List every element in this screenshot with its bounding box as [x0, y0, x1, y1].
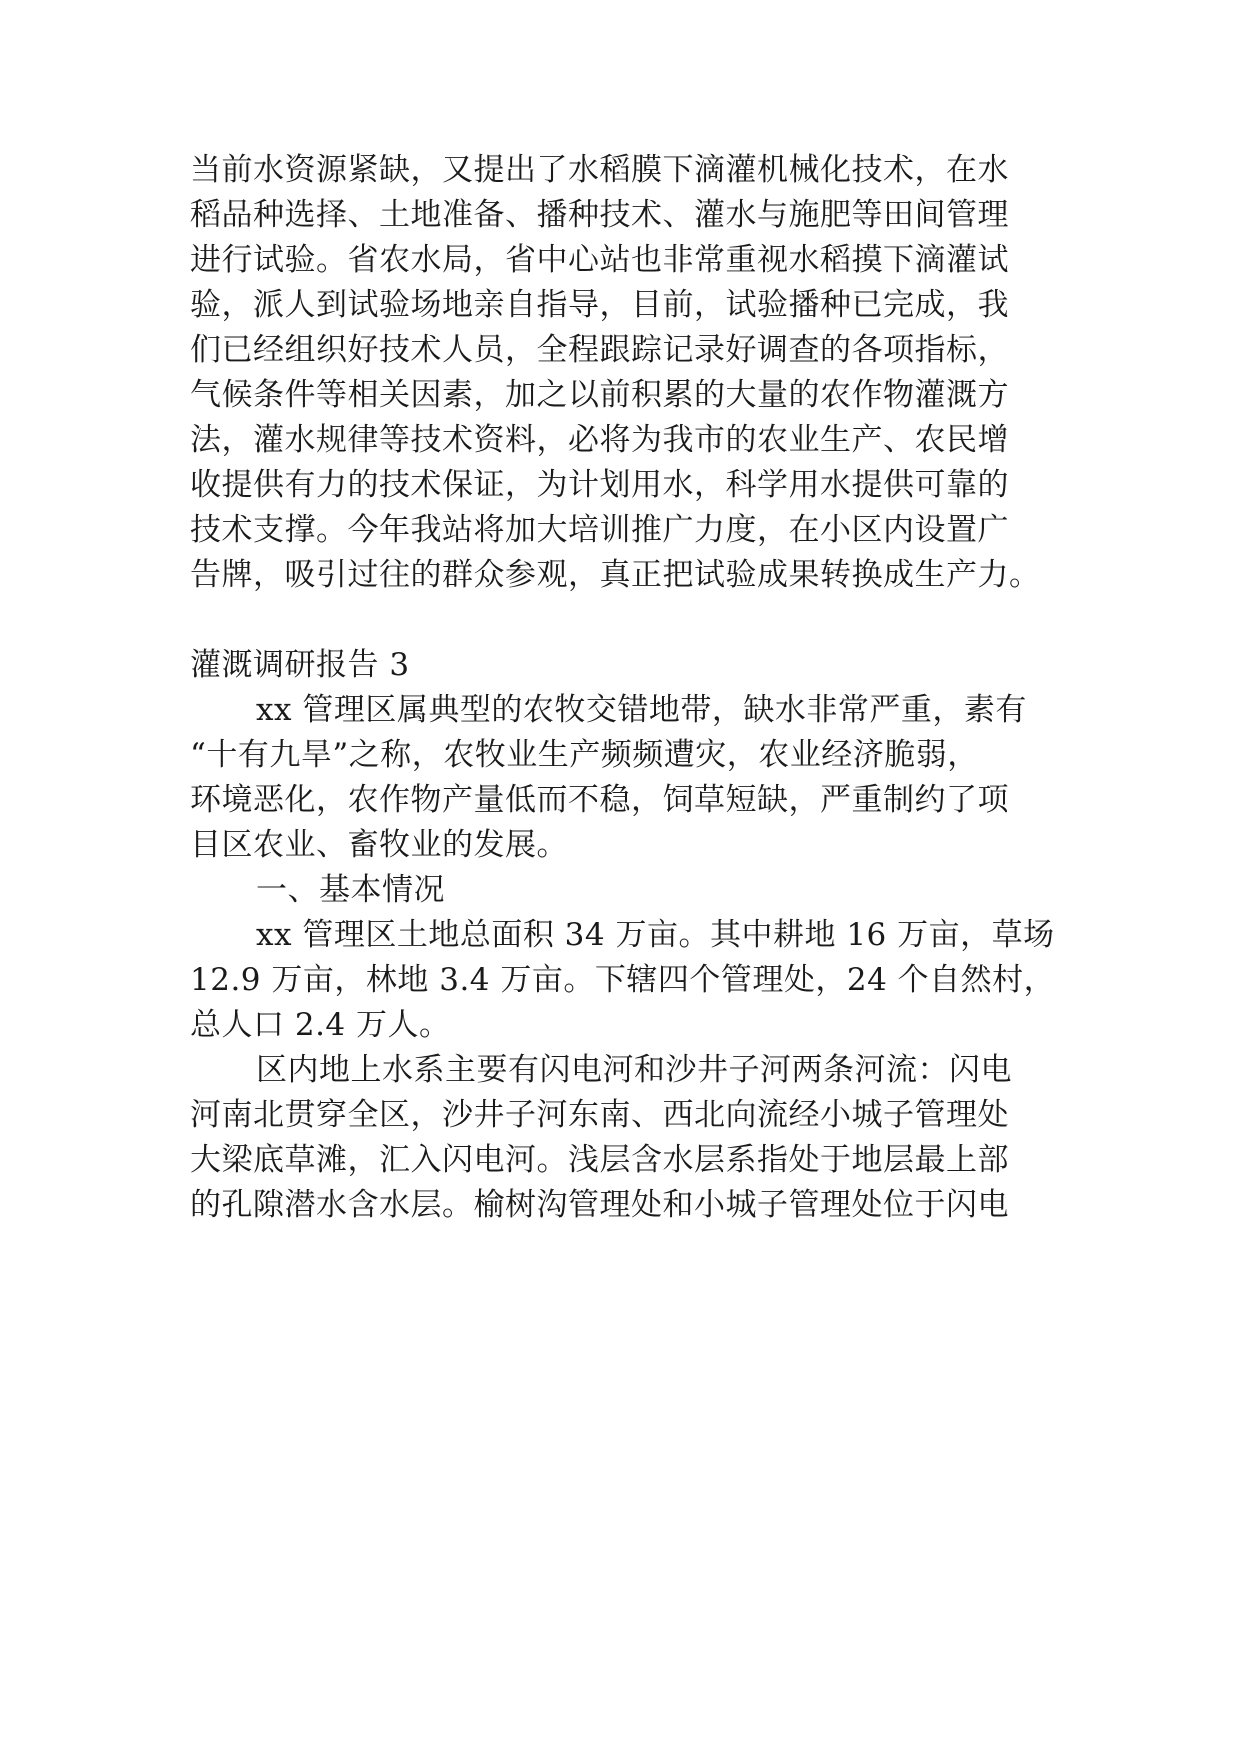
text-line: 气候条件等相关因素，加之以前积累的大量的农作物灌溉方 — [190, 377, 1009, 413]
text-line: 大梁底草滩，汇入闪电河。浅层含水层系指处于地层最上部 — [190, 1142, 1009, 1178]
text-line: xx 管理区属典型的农牧交错地带，缺水非常严重，素有 — [256, 692, 1027, 728]
text-line: 当前水资源紧缺，又提出了水稻膜下滴灌机械化技术，在水 — [190, 152, 1009, 188]
section-heading: 灌溉调研报告 3 — [190, 647, 410, 683]
text-line: 总人口 2.4 万人。 — [190, 1007, 451, 1043]
text-line: 稻品种选择、土地准备、播种技术、灌水与施肥等田间管理 — [190, 197, 1009, 233]
text-line: 12.9 万亩，林地 3.4 万亩。下辖四个管理处，24 个自然村， — [190, 962, 1056, 998]
subsection-heading: 一、基本情况 — [256, 872, 445, 908]
text-line: xx 管理区土地总面积 34 万亩。其中耕地 16 万亩，草场 — [256, 917, 1055, 953]
text-line: 的孔隙潜水含水层。榆树沟管理处和小城子管理处位于闪电 — [190, 1187, 1009, 1223]
text-line: 技术支撑。今年我站将加大培训推广力度，在小区内设置广 — [190, 512, 1009, 548]
text-line: 收提供有力的技术保证，为计划用水，科学用水提供可靠的 — [190, 467, 1009, 503]
text-line: 河南北贯穿全区，沙井子河东南、西北向流经小城子管理处 — [190, 1097, 1009, 1133]
text-line: 法，灌水规律等技术资料，必将为我市的农业生产、农民增 — [190, 422, 1009, 458]
text-line: 验，派人到试验场地亲自指导，目前，试验播种已完成，我 — [190, 287, 1009, 323]
text-line: 告牌，吸引过往的群众参观，真正把试验成果转换成生产力。 — [190, 557, 1041, 593]
text-line: “十有九旱”之称，农牧业生产频频遭灾，农业经济脆弱， — [190, 737, 979, 773]
text-line: 环境恶化，农作物产量低而不稳，饲草短缺，严重制约了项 — [190, 782, 1009, 818]
text-line: 进行试验。省农水局，省中心站也非常重视水稻摸下滴灌试 — [190, 242, 1009, 278]
text-line: 们已经组织好技术人员，全程跟踪记录好调查的各项指标， — [190, 332, 1009, 368]
text-line: 目区农业、畜牧业的发展。 — [190, 827, 568, 863]
text-line: 区内地上水系主要有闪电河和沙井子河两条河流：闪电 — [256, 1052, 1012, 1088]
